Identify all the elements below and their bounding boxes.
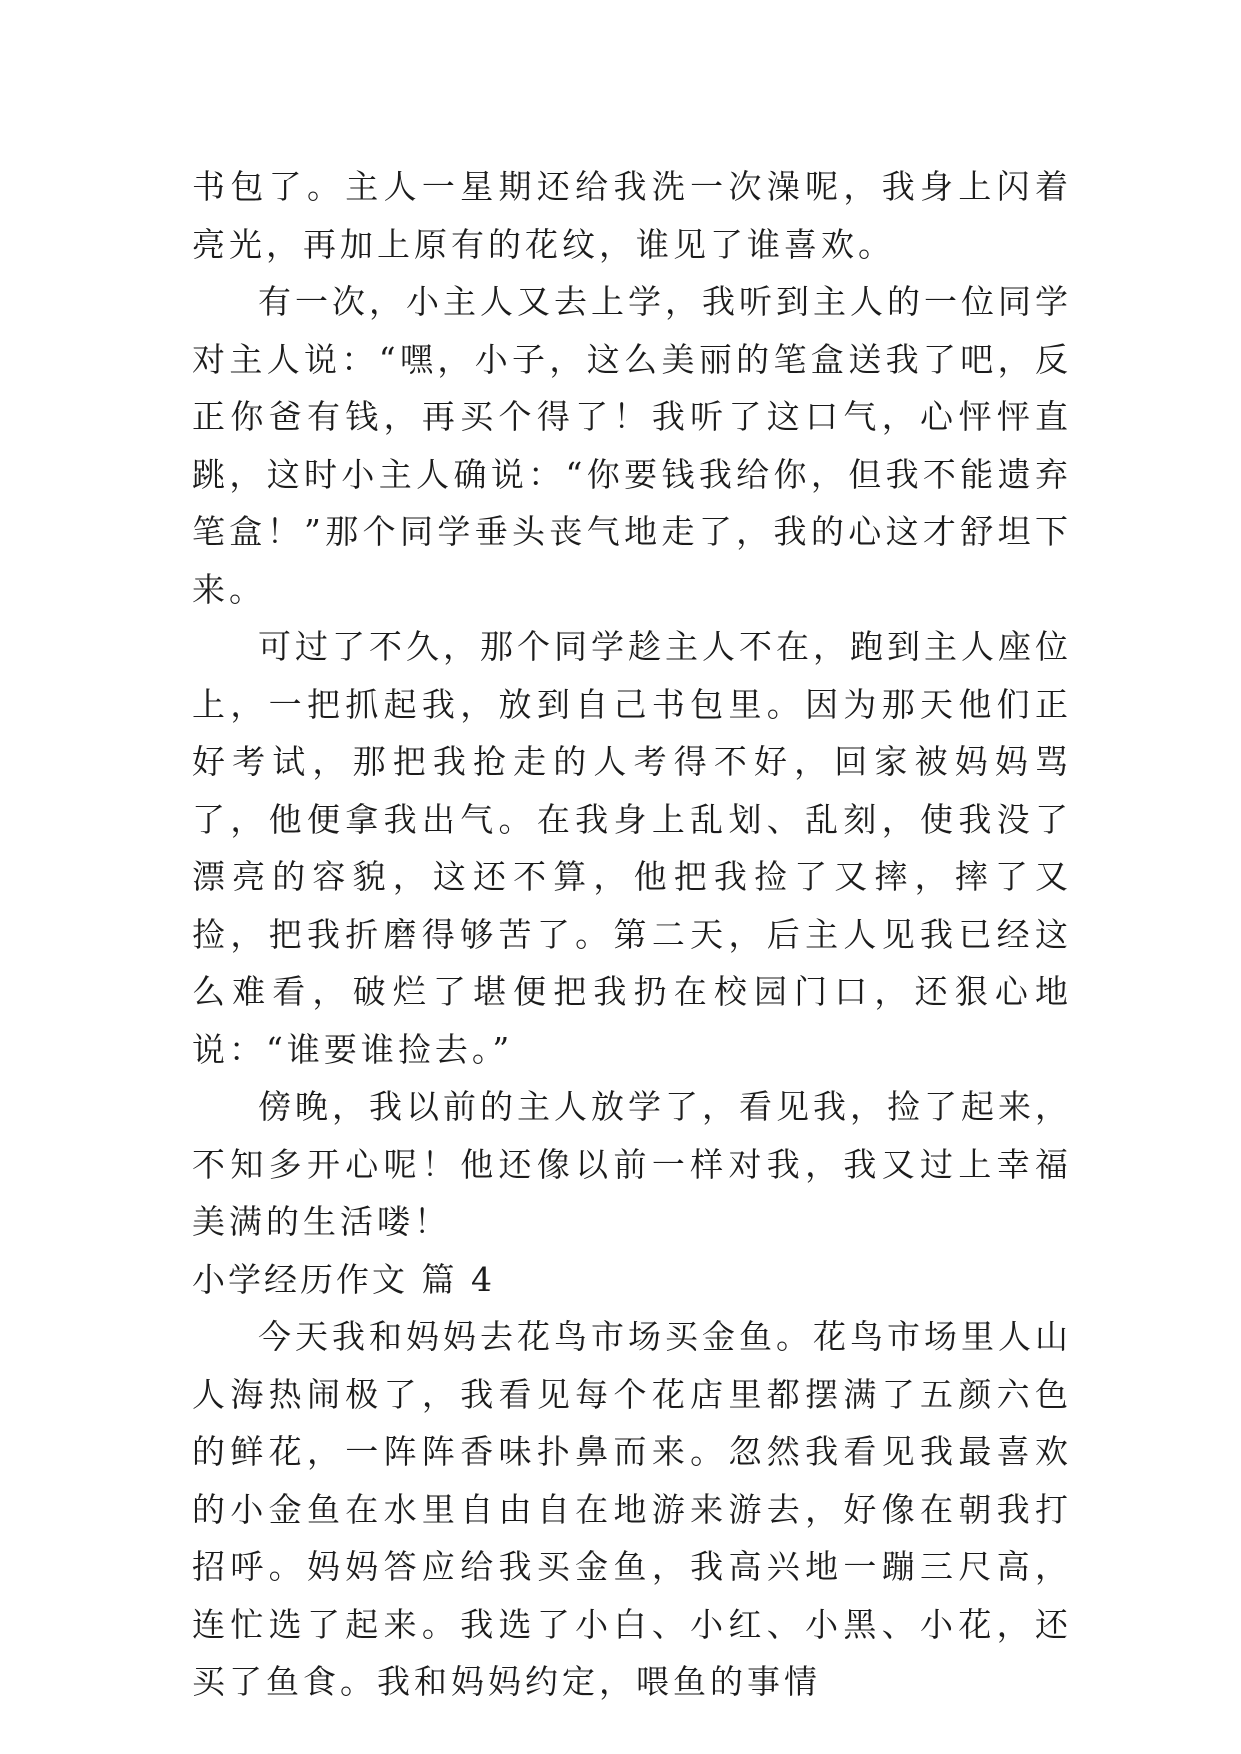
paragraph-2: 有一次，小主人又去上学，我听到主人的一位同学对主人说：“嘿，小子，这么美丽的笔盒送我了吧，反正你爸有钱，再买个得了！我听了这口气，心怦怦直跳，这时小主人确说：“你要钱我给你，但我不能遗弃笔盒！”那个同学垂头丧气地走了，我的心这才舒坦下来。 <box>192 282 1072 609</box>
document-body <box>192 158 1072 1711</box>
section-heading: 小学经历作文 篇 4 <box>192 1259 495 1299</box>
paragraph-3: 可过了不久，那个同学趁主人不在，跑到主人座位上，一把抓起我，放到自己书包里。因为那天他们正好考试，那把我抢走的人考得不好，回家被妈妈骂了，他便拿我出气。在我身上乱划、乱刻，使我没了漂亮的容貌，这还不算，他把我捡了又摔，摔了又捡，把我折磨得够苦了。第二天，后主人见我已经这么难看，破烂了堪便把我扔在校园门口，还狠心地说：“谁要谁捡去。” <box>192 627 1072 1069</box>
paragraph-4: 傍晚，我以前的主人放学了，看见我，捡了起来，不知多开心呢！他还像以前一样对我，我又过上幸福美满的生活喽！ <box>192 1087 1072 1241</box>
paragraph-1: 书包了。主人一星期还给我洗一次澡呢，我身上闪着亮光，再加上原有的花纹，谁见了谁喜欢。 <box>192 167 1072 264</box>
paragraph-5: 今天我和妈妈去花鸟市场买金鱼。花鸟市场里人山人海热闹极了，我看见每个花店里都摆满了五颜六色的鲜花，一阵阵香味扑鼻而来。忽然我看见我最喜欢的小金鱼在水里自由自在地游来游去，好像在朝我打招呼。妈妈答应给我买金鱼，我高兴地一蹦三尺高，连忙选了起来。我选了小白、小红、小黑、小花，还买了鱼食。我和妈妈约定，喂鱼的事情 <box>192 1317 1072 1701</box>
